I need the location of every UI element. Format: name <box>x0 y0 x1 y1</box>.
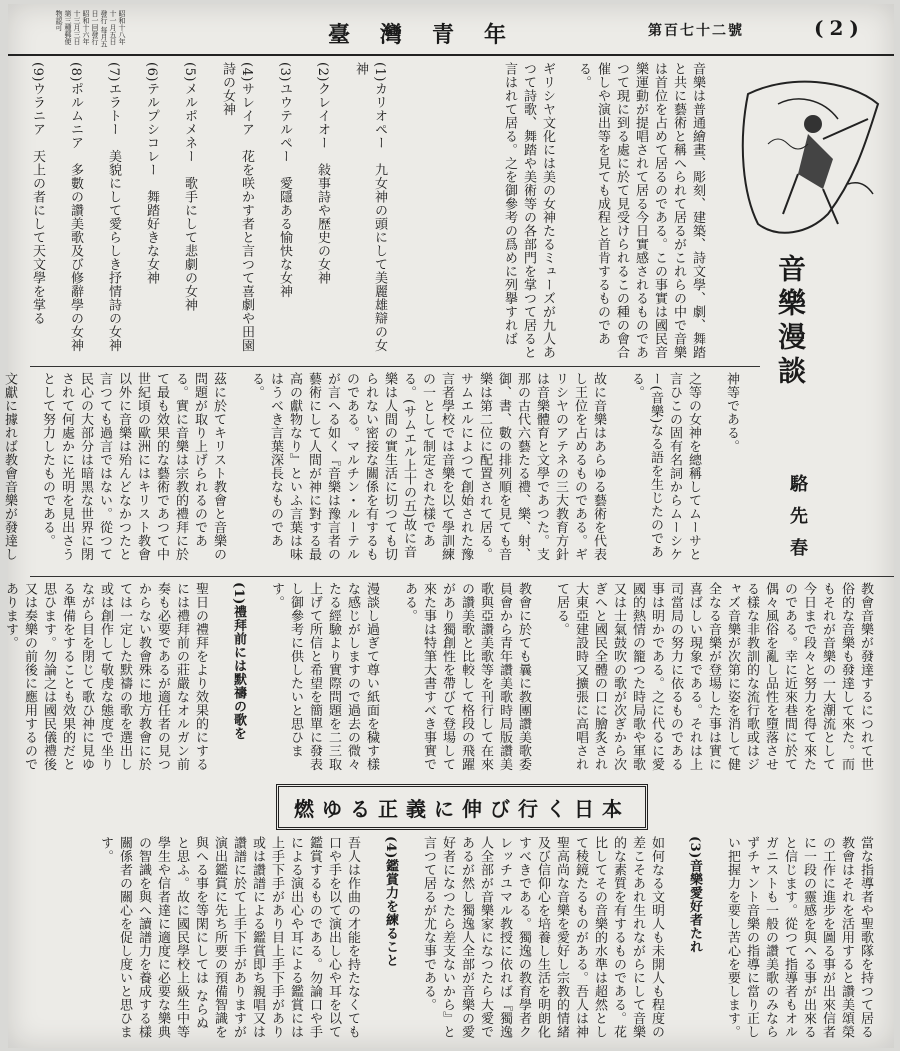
article-body-middle <box>2 372 760 572</box>
subheading: (4)鑑賞力を練ること <box>383 836 398 967</box>
muse-intro-column <box>408 62 576 362</box>
newspaper-page <box>2 4 894 1048</box>
muse-item: (9)ウラニア 天上の者にして天文學を掌る <box>30 62 45 325</box>
muse-list <box>30 62 408 362</box>
muse-item: (5)メルポメネー 歌手にして悲劇の女神 <box>182 62 197 312</box>
body-paragraph: 文獻に據れば教會音樂が發達し <box>2 372 17 561</box>
article-body-right <box>3 582 894 782</box>
muse-item: (1)カリオペー 九女神の頭にして美麗雄辯の女神 <box>353 62 387 352</box>
muse-item: (3)ユウテルペー 愛隱ある愉快な女神 <box>277 62 292 298</box>
muse-item: (4)サレイア 花を咲かす者と言つて喜劇や田園詩の女神 <box>220 62 254 352</box>
body-paragraph: 茲に於てキリスト教會と音樂の問題が取り上げられるのである。實に音樂は宗教的禮拜に於て最も效果的な藝術であつて中世紀頃の歐洲にはキリスト教會以外に音樂は殆んどなかつたと言つても過言ではない。從つて民心の大部分は暗黑な世界に閉されて何處かに光明を見出さうとして努力したものである。 <box>40 372 226 561</box>
subheading: (3)音樂愛好者たれ <box>687 836 702 954</box>
body-paragraph: 吾人は作曲の才能を持たなくても口や手を以て演出し心や耳を以て鑑賞するものである。勿論口や手による演出心や耳による鑑賞には上手下手があり目上手下手があり或は讚譜による鑑賞即ち親唱又は讚譜に於て上手下手がありますが演出鑑賞に先ち所要の預備智識を與へる事を等閑にしては ならぬと思ふ。故に國民學校上級生中等學生や信者達に適度に必要な樂典の智識を與へ讀譜力を養成する樣關係者の關心を促し度いと思ひます。 <box>98 836 360 1039</box>
body-paragraph: 故に音樂はあらゆる藝術を代表し王位を占めるものである。ギリシヤのアテネの三大教育方針は音樂體育と文學であつた。支那の古代六藝たる禮、樂、射、御、書、數の排列順を見ても音樂は第二位に配置されて居る。サムエルによつて創始された豫言者學校では音樂を以て學訓練の一として制定された樣である。(サムエル上十の五)故に音樂は人間の實生活に切つても切られない密接な關係を有するものである。マルチン・ルーテルが言へる如く『音樂は豫言者の藝術にして人間が神に對する最高の獻物なり』といふ言葉は味はうべき言葉深長なものである。 <box>249 372 606 561</box>
muse-item: (8)ポルムニア 多數の讚美歌及び修辭學の女神 <box>68 62 83 352</box>
page-number: (2) <box>814 16 865 40</box>
subheading: (1)禮拜前には默禱の歌を <box>231 582 246 740</box>
body-paragraph: 聖日の禮拜をより效果的にするには禮拜前の莊嚴なオルガン前奏も必要であるが適任者の見つからない教會殊に地方教會に於ては一定した默禱の歌を選出し或は創作して敬虔な態度で坐りながら目を閉じて歌ひ神に見ゆる準備をすることも效果的だと思ひます。勿論之は國民儀禮後又は奏樂の前後に應用するのであります。 <box>3 582 208 771</box>
issue-number: 第百七十二號 <box>648 23 744 39</box>
body-paragraph: 神等である。 <box>724 372 739 453</box>
body-paragraph: 之等の女神を總稱してムーサと言ひこの固有名詞からムーシケー(音樂)なる語を生じたのである。 <box>629 372 701 561</box>
article-intro <box>576 62 726 362</box>
article-heading: 音樂漫談 <box>774 254 807 390</box>
body-paragraph: 教會音樂が發達するにつれて世俗的な音樂も發達して來た。而もそれが音樂の一大潮流として今日まで段々と努力を得て來たのである。幸に近來巷間に於て偶々風俗を亂し品性を墮落させる樣な非教訓的な流行歌或はジャズ音樂が次第に姿を消して健全なる音樂が登場した事は實に喜ばしい現象である。それは上司當局の努力に依るものである事は明かである。之に代るに愛國的熱情の籠つた時局歌や軍歌又は士氣鼓吹の歌が次ぎから次ぎへと國民全體の口に膾炙され大東亞建設時又擴張に高唱されて居る。 <box>554 582 873 771</box>
body-paragraph: 漫談し過ぎて尊い紙面を穢す樣な感じがしますので過去の微々たる經驗より實際問題を二三取上げて所信と希望を簡單に發表し御參考に供したいと思ひます。 <box>269 582 379 771</box>
section-divider <box>30 366 760 367</box>
muse-item: (7)エラトー 美貌にして愛らしき抒情詩の女神 <box>106 62 121 352</box>
article-body-bottom <box>30 836 894 1042</box>
article-author: 駱先春 <box>787 474 808 570</box>
intro-paragraph: 音樂は普通繪畫、彫刻、建築、詩文學、劇、舞踏と共に藝術と稱へられて居るがこれらの中で音樂は首位を占めて居るのである。この事實は國民音樂運動が提唱されて居る今日實感されるものであつて現に到る處に於て見受けられるこの種の會合催しや演出等を見ても成程と首肯するものである。 <box>576 62 705 359</box>
body-paragraph: 當な指導者や聖歌隊を持つて居る教會はそれを活用すると讚美頌榮の工作に進步を圖る事が出來信者に一段の靈感を與へる事が出來ると信じます。從つて指導者もオルガニストも一般の讚美歌のみならずチャント音樂の指導に當り正しい把握力を要し苦心を要します。 <box>725 836 873 1039</box>
section-divider <box>30 576 894 577</box>
body-paragraph: 如何なる文明人も未開人も程度の差こそあれ生れながらにして音樂的な素質を有するものである。花比してその音樂的水準は超然として稜鏡たるものがある。吾人は神聖高尚な音樂を愛好し宗教的情緒及び信仰心を培養し生活を明朗化すべきである。獨逸の教育學者クレッチユマル教授に依れば『獨逸人全部が音樂家になつたら大愛であるが然し獨逸人全部が音樂の愛好者になつたら差支ないから』と言つて居るが尤な事である。 <box>421 836 664 1039</box>
publication-info: 昭和十八年十一月五日發行 每月五日一回發行 昭和十六年十三月三日第三種郵便物認可 <box>55 10 126 48</box>
paper-title: 臺灣青年 <box>328 23 537 48</box>
masthead <box>8 4 894 56</box>
muse-item: (6)テルプシコレー 舞踏好きな女神 <box>144 62 159 285</box>
body-paragraph: 教會に於ても曩に教團讚美歌委員會から青年讚美歌時局版讚美歌與亞讚美歌等を刊行して在來の讚美歌と比較して格段の飛躍があり獨創性を帶びて登場して來た事は特筆大書すべき事實である。 <box>402 582 531 771</box>
muse-intro-paragraph: ギリシヤ文化には美の女神たるミューズが九人あつて詩歌、舞踏や美術等の各部門を掌つて居ると言はれて居る。之を御參考の爲めに列擧すれば <box>502 62 555 359</box>
slogan-banner: 燃ゆる正義に伸び行く日本 <box>276 784 648 830</box>
muse-item: (2)クレイオー 敍事詩や歷史の女神 <box>315 62 330 285</box>
muse-illustration <box>728 64 888 244</box>
